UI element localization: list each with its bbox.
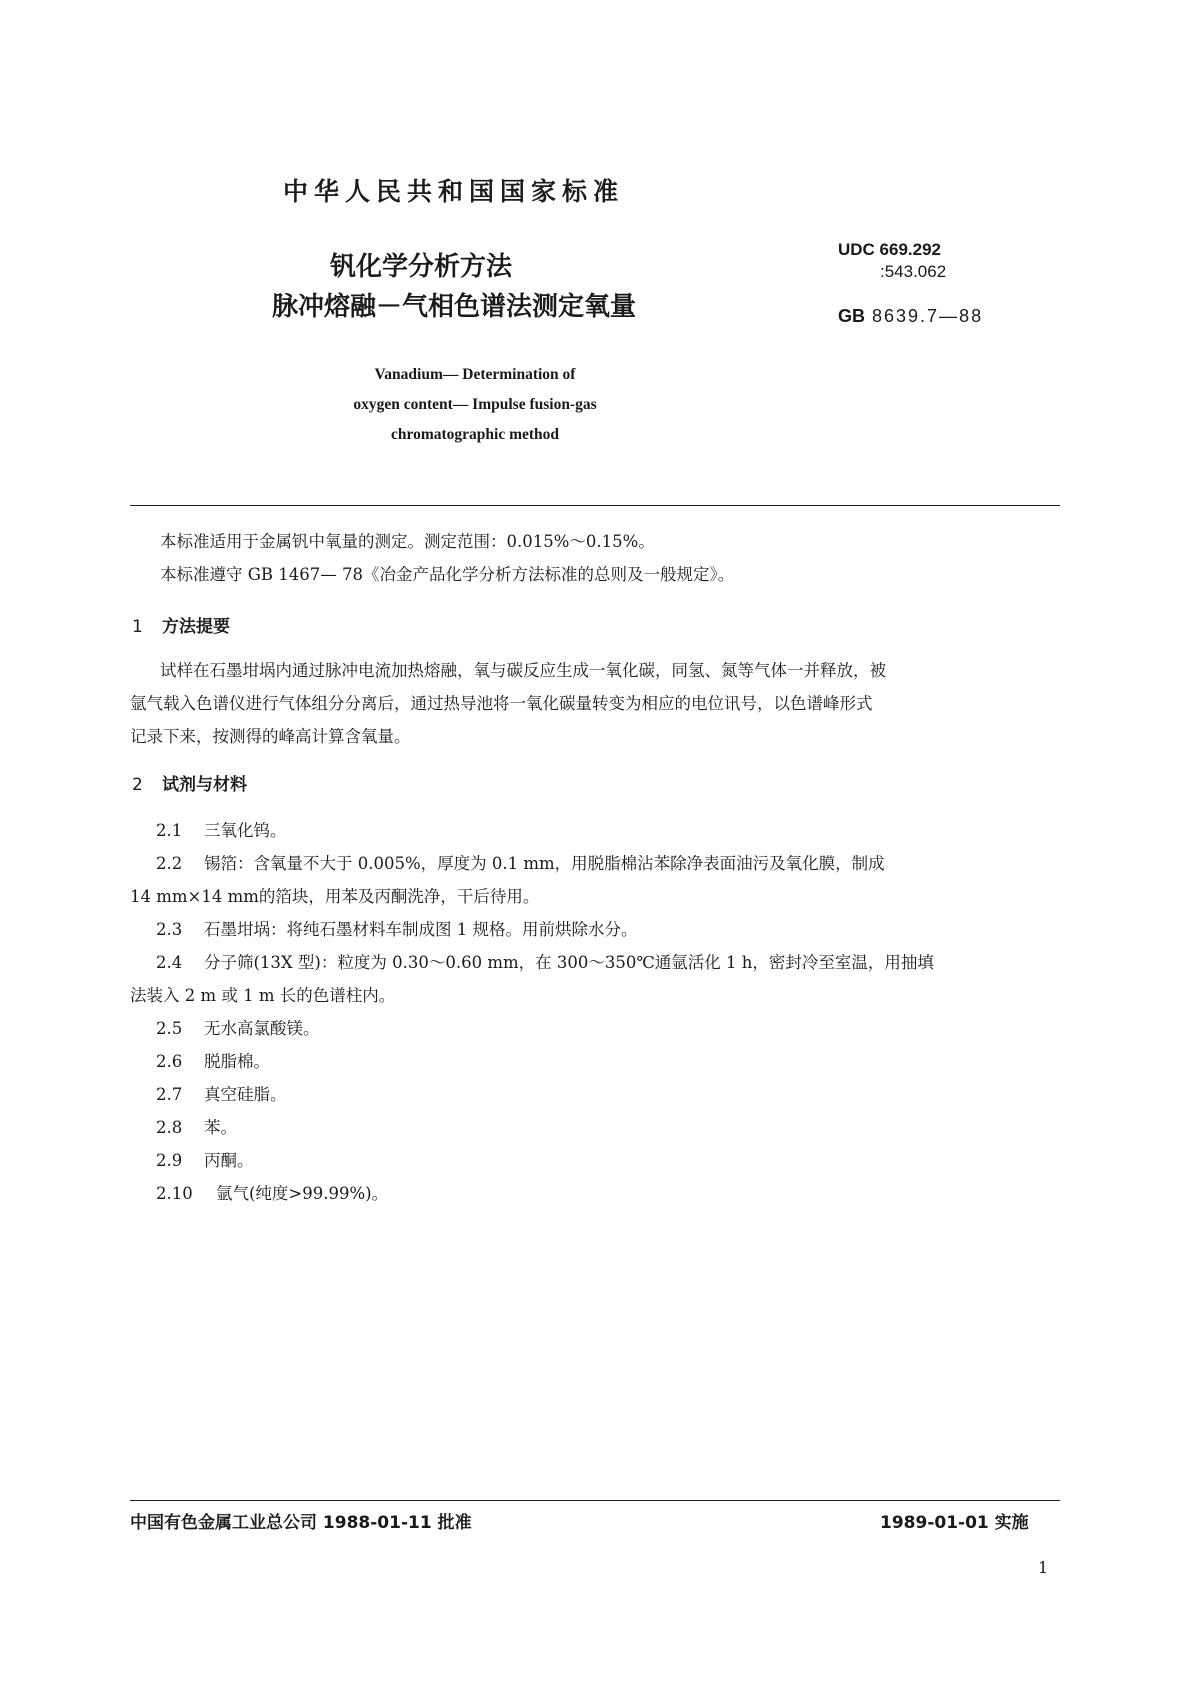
list-item: 2.2 锡箔：含氧量不大于 0.005%，厚度为 0.1 mm，用脱脂棉沾苯除净表面油污及氧化膜，制成 bbox=[156, 854, 885, 873]
udc-subcode: :543.062 bbox=[880, 262, 947, 281]
udc-code: UDC 669.292 bbox=[838, 240, 942, 259]
intro-scope: 本标准适用于金属钒中氧量的测定。测定范围：0.015%～0.15%。 bbox=[160, 532, 655, 551]
section-1-number: 1 bbox=[132, 617, 143, 637]
implementation-date: 1989-01-01 实施 bbox=[880, 1513, 1029, 1533]
page-number: 1 bbox=[1038, 1558, 1049, 1577]
section-1-line3: 记录下来，按测得的峰高计算含氧量。 bbox=[130, 727, 411, 746]
list-item: 2.4 分子筛(13X 型)：粒度为 0.30～0.60 mm，在 300～350℃通氩活化 1 h，密封冷至室温，用抽填 bbox=[156, 953, 934, 972]
national-standard-title: 中华人民共和国国家标准 bbox=[283, 177, 625, 206]
english-title-line2: oxygen content— Impulse fusion-gas bbox=[353, 396, 597, 413]
list-item: 2.5 无水高氯酸镁。 bbox=[156, 1019, 320, 1038]
gb-prefix: GB bbox=[838, 306, 865, 326]
intro-compliance: 本标准遵守 GB 1467— 78《冶金产品化学分析方法标准的总则及一般规定》。 bbox=[160, 565, 735, 584]
list-item: 2.7 真空硅脂。 bbox=[156, 1085, 287, 1104]
list-item: 2.1 三氧化钨。 bbox=[156, 821, 287, 840]
section-2-title: 试剂与材料 bbox=[162, 775, 247, 795]
section-2-number: 2 bbox=[132, 775, 143, 795]
list-item: 2.3 石墨坩埚：将纯石墨材料车制成图 1 规格。用前烘除水分。 bbox=[156, 920, 638, 939]
english-title-line3: chromatographic method bbox=[390, 426, 560, 443]
header-divider bbox=[130, 505, 1060, 506]
list-item-continuation: 法装入 2 m 或 1 m 长的色谱柱内。 bbox=[130, 986, 396, 1005]
document-title-line2: 脉冲熔融－气相色谱法测定氧量 bbox=[272, 292, 637, 322]
list-item: 2.8 苯。 bbox=[156, 1118, 237, 1137]
section-1-heading bbox=[132, 612, 230, 637]
english-title-line1: Vanadium— Determination of bbox=[374, 366, 576, 383]
list-item: 2.9 丙酮。 bbox=[156, 1151, 254, 1170]
approval-line: 中国有色金属工业总公司 1988-01-11 批准 bbox=[130, 1513, 472, 1533]
document-title-line1: 钒化学分析方法 bbox=[330, 252, 513, 282]
section-2-heading bbox=[132, 770, 247, 795]
list-item-continuation: 14 mm×14 mm的箔块，用苯及丙酮洗净，干后待用。 bbox=[130, 887, 540, 906]
list-item: 2.10 氩气(纯度>99.99%)。 bbox=[156, 1184, 389, 1203]
section-1-line2: 氩气载入色谱仪进行气体组分分离后，通过热导池将一氧化碳量转变为相应的电位讯号，以色谱峰形式 bbox=[130, 694, 873, 713]
gb-standard-number bbox=[838, 306, 983, 327]
list-item: 2.6 脱脂棉。 bbox=[156, 1052, 270, 1071]
footer-divider bbox=[130, 1500, 1060, 1501]
gb-code: 8639.7—88 bbox=[872, 306, 984, 326]
section-1-title: 方法提要 bbox=[162, 617, 230, 637]
section-1-line1: 试样在石墨坩埚内通过脉冲电流加热熔融，氧与碳反应生成一氧化碳，同氢、氮等气体一并释放，被 bbox=[160, 661, 886, 680]
